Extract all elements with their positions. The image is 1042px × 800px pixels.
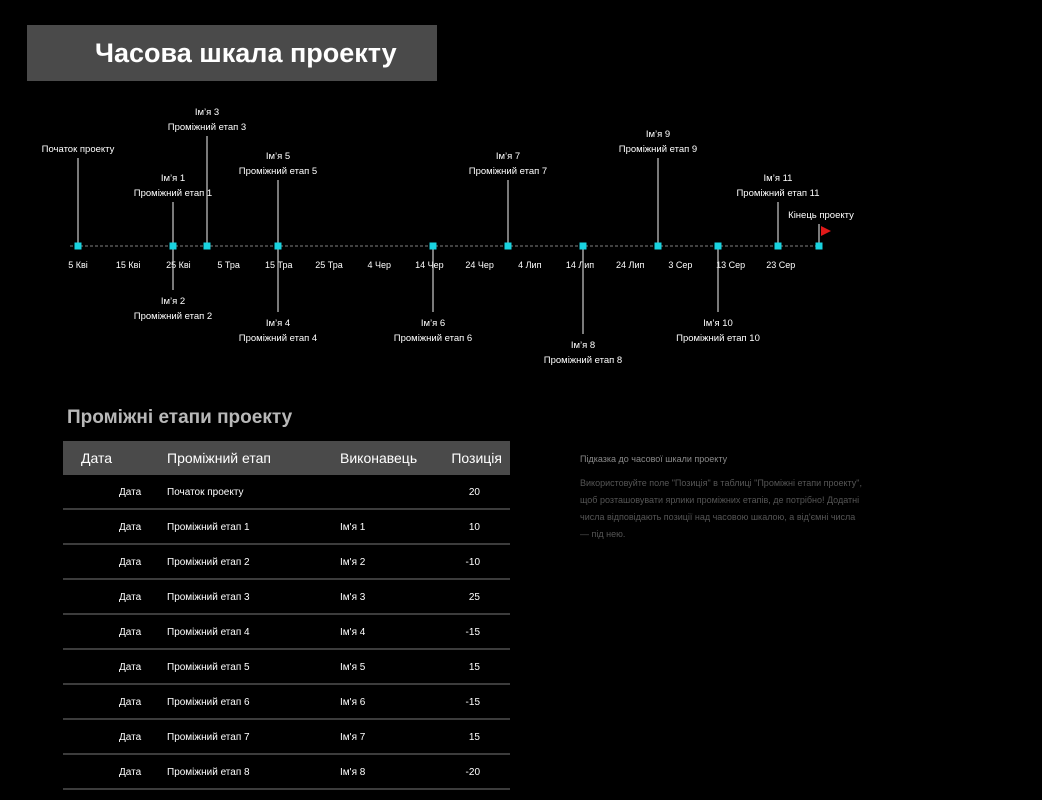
cell-date[interactable]: Дата — [119, 592, 142, 603]
cell-milestone[interactable]: Проміжний етап 1 — [167, 522, 250, 533]
milestones-title: Проміжні етапи проекту — [67, 407, 293, 428]
cell-milestone[interactable]: Початок проекту — [167, 487, 244, 498]
milestone-label: Ім’я 1 — [160, 173, 186, 184]
milestone-label: Ім’я 7 — [495, 151, 521, 162]
milestone-label: Ім’я 10 — [703, 318, 733, 329]
page-title: Часова шкала проекту — [95, 38, 397, 68]
cell-date[interactable]: Дата — [119, 557, 142, 568]
column-header-milestone[interactable]: Проміжний етап — [167, 450, 271, 466]
cell-position[interactable]: -15 — [465, 697, 480, 708]
milestone-label: Проміжний етап 7 — [468, 166, 548, 177]
table-row[interactable] — [63, 755, 510, 790]
cell-position[interactable]: -15 — [465, 627, 480, 638]
milestone-label: Проміжний етап 4 — [238, 333, 318, 344]
axis-tick-label: 15 Кві — [115, 260, 141, 270]
axis-tick-label: 24 Чер — [465, 260, 494, 270]
axis-tick-label: 13 Сер — [716, 260, 746, 270]
milestone-label: Ім’я 2 — [160, 296, 186, 307]
milestone-label: Проміжний етап 2 — [133, 311, 213, 322]
axis-tick-label: 5 Кві — [68, 260, 88, 270]
milestone-label: Ім’я 4 — [265, 318, 291, 329]
axis-tick-label: 4 Чер — [367, 260, 391, 270]
cell-position[interactable]: 20 — [468, 487, 480, 498]
milestone-marker[interactable] — [816, 243, 823, 250]
axis-tick-label: 3 Сер — [668, 260, 693, 270]
column-header-owner[interactable]: Виконавець — [340, 450, 418, 466]
milestone-label: Ім’я 3 — [194, 107, 220, 118]
cell-date[interactable]: Дата — [119, 662, 142, 673]
milestone-marker[interactable] — [204, 243, 211, 250]
cell-position[interactable]: 15 — [468, 732, 480, 743]
cell-date[interactable]: Дата — [119, 522, 142, 533]
table-row[interactable] — [63, 615, 510, 650]
milestone-label: Ім’я 9 — [645, 129, 671, 140]
cell-milestone[interactable]: Проміжний етап 4 — [167, 627, 250, 638]
milestone-label: Проміжний етап 11 — [736, 188, 820, 199]
milestone-label: Початок проекту — [41, 144, 115, 155]
cell-milestone[interactable]: Проміжний етап 2 — [167, 557, 250, 568]
cell-position[interactable]: 10 — [468, 522, 480, 533]
cell-position[interactable]: -10 — [465, 557, 480, 568]
axis-tick-label: 4 Лип — [518, 260, 542, 270]
cell-position[interactable]: 15 — [468, 662, 480, 673]
milestone-label: Ім’я 11 — [763, 173, 793, 184]
cell-date[interactable]: Дата — [119, 767, 142, 778]
cell-date[interactable]: Дата — [119, 732, 142, 743]
axis-tick-label: 5 Тра — [217, 260, 240, 270]
flag-icon — [821, 226, 831, 236]
milestone-label: Ім’я 5 — [265, 151, 291, 162]
table-row[interactable] — [63, 720, 510, 755]
axis-tick-label: 25 Кві — [166, 260, 191, 270]
milestone-marker[interactable] — [505, 243, 512, 250]
cell-owner[interactable]: Ім'я 4 — [340, 627, 366, 638]
table-row[interactable] — [63, 545, 510, 580]
axis-tick-label: 23 Сер — [766, 260, 796, 270]
milestone-label: Проміжний етап 3 — [167, 122, 247, 133]
cell-milestone[interactable]: Проміжний етап 8 — [167, 767, 250, 778]
table-row[interactable] — [63, 510, 510, 545]
cell-owner[interactable]: Ім'я 8 — [340, 767, 366, 778]
milestone-marker[interactable] — [715, 243, 722, 250]
column-header-date[interactable]: Дата — [81, 450, 113, 466]
axis-tick-label: 14 Лип — [565, 260, 595, 270]
milestone-marker[interactable] — [170, 243, 177, 250]
table-row[interactable] — [63, 580, 510, 615]
axis-tick-label: 15 Тра — [265, 260, 293, 270]
milestone-label: Проміжний етап 1 — [133, 188, 213, 199]
table-row[interactable] — [63, 475, 510, 510]
milestone-marker[interactable] — [775, 243, 782, 250]
axis-tick-label: 24 Лип — [616, 260, 645, 270]
axis-tick-label: 14 Чер — [415, 260, 444, 270]
cell-milestone[interactable]: Проміжний етап 6 — [167, 697, 250, 708]
cell-milestone[interactable]: Проміжний етап 7 — [167, 732, 250, 743]
cell-position[interactable]: 25 — [468, 592, 480, 603]
cell-owner[interactable]: Ім'я 5 — [340, 662, 366, 673]
cell-milestone[interactable]: Проміжний етап 3 — [167, 592, 250, 603]
table-header — [63, 441, 510, 475]
milestone-marker[interactable] — [275, 243, 282, 250]
milestone-label: Кінець проекту — [788, 210, 854, 221]
milestone-label: Ім’я 6 — [420, 318, 446, 329]
cell-date[interactable]: Дата — [119, 697, 142, 708]
milestone-label: Проміжний етап 9 — [618, 144, 698, 155]
cell-owner[interactable]: Ім'я 2 — [340, 557, 366, 568]
cell-owner[interactable]: Ім'я 1 — [340, 522, 366, 533]
table-row[interactable] — [63, 685, 510, 720]
milestone-marker[interactable] — [580, 243, 587, 250]
milestone-marker[interactable] — [430, 243, 437, 250]
milestone-label: Проміжний етап 8 — [543, 355, 623, 366]
milestone-marker[interactable] — [75, 243, 82, 250]
milestones-table — [63, 441, 510, 790]
hint-title: Підказка до часової шкали проекту — [580, 454, 728, 464]
milestone-label: Проміжний етап 10 — [676, 333, 760, 344]
cell-milestone[interactable]: Проміжний етап 5 — [167, 662, 250, 673]
cell-date[interactable]: Дата — [119, 487, 142, 498]
column-header-position[interactable]: Позиція — [451, 450, 502, 466]
axis-tick-label: 25 Тра — [315, 260, 343, 270]
cell-owner[interactable]: Ім'я 6 — [340, 697, 366, 708]
hint-text: Використовуйте поле "Позиція" в таблиці "Проміжні етапи проекту", щоб розташовувати ярлики проміжних етапів, де потрібно! Додатні числа відповідають позиції над часовою шкалою, а від'ємні числа — під нею. — [580, 478, 862, 539]
milestone-label: Проміжний етап 6 — [393, 333, 473, 344]
milestone-label: Ім’я 8 — [570, 340, 596, 351]
cell-date[interactable]: Дата — [119, 627, 142, 638]
cell-owner[interactable]: Ім'я 7 — [340, 732, 366, 743]
milestone-label: Проміжний етап 5 — [238, 166, 318, 177]
milestone-marker[interactable] — [655, 243, 662, 250]
table-row[interactable] — [63, 650, 510, 685]
cell-owner[interactable]: Ім'я 3 — [340, 592, 366, 603]
cell-position[interactable]: -20 — [465, 767, 480, 778]
